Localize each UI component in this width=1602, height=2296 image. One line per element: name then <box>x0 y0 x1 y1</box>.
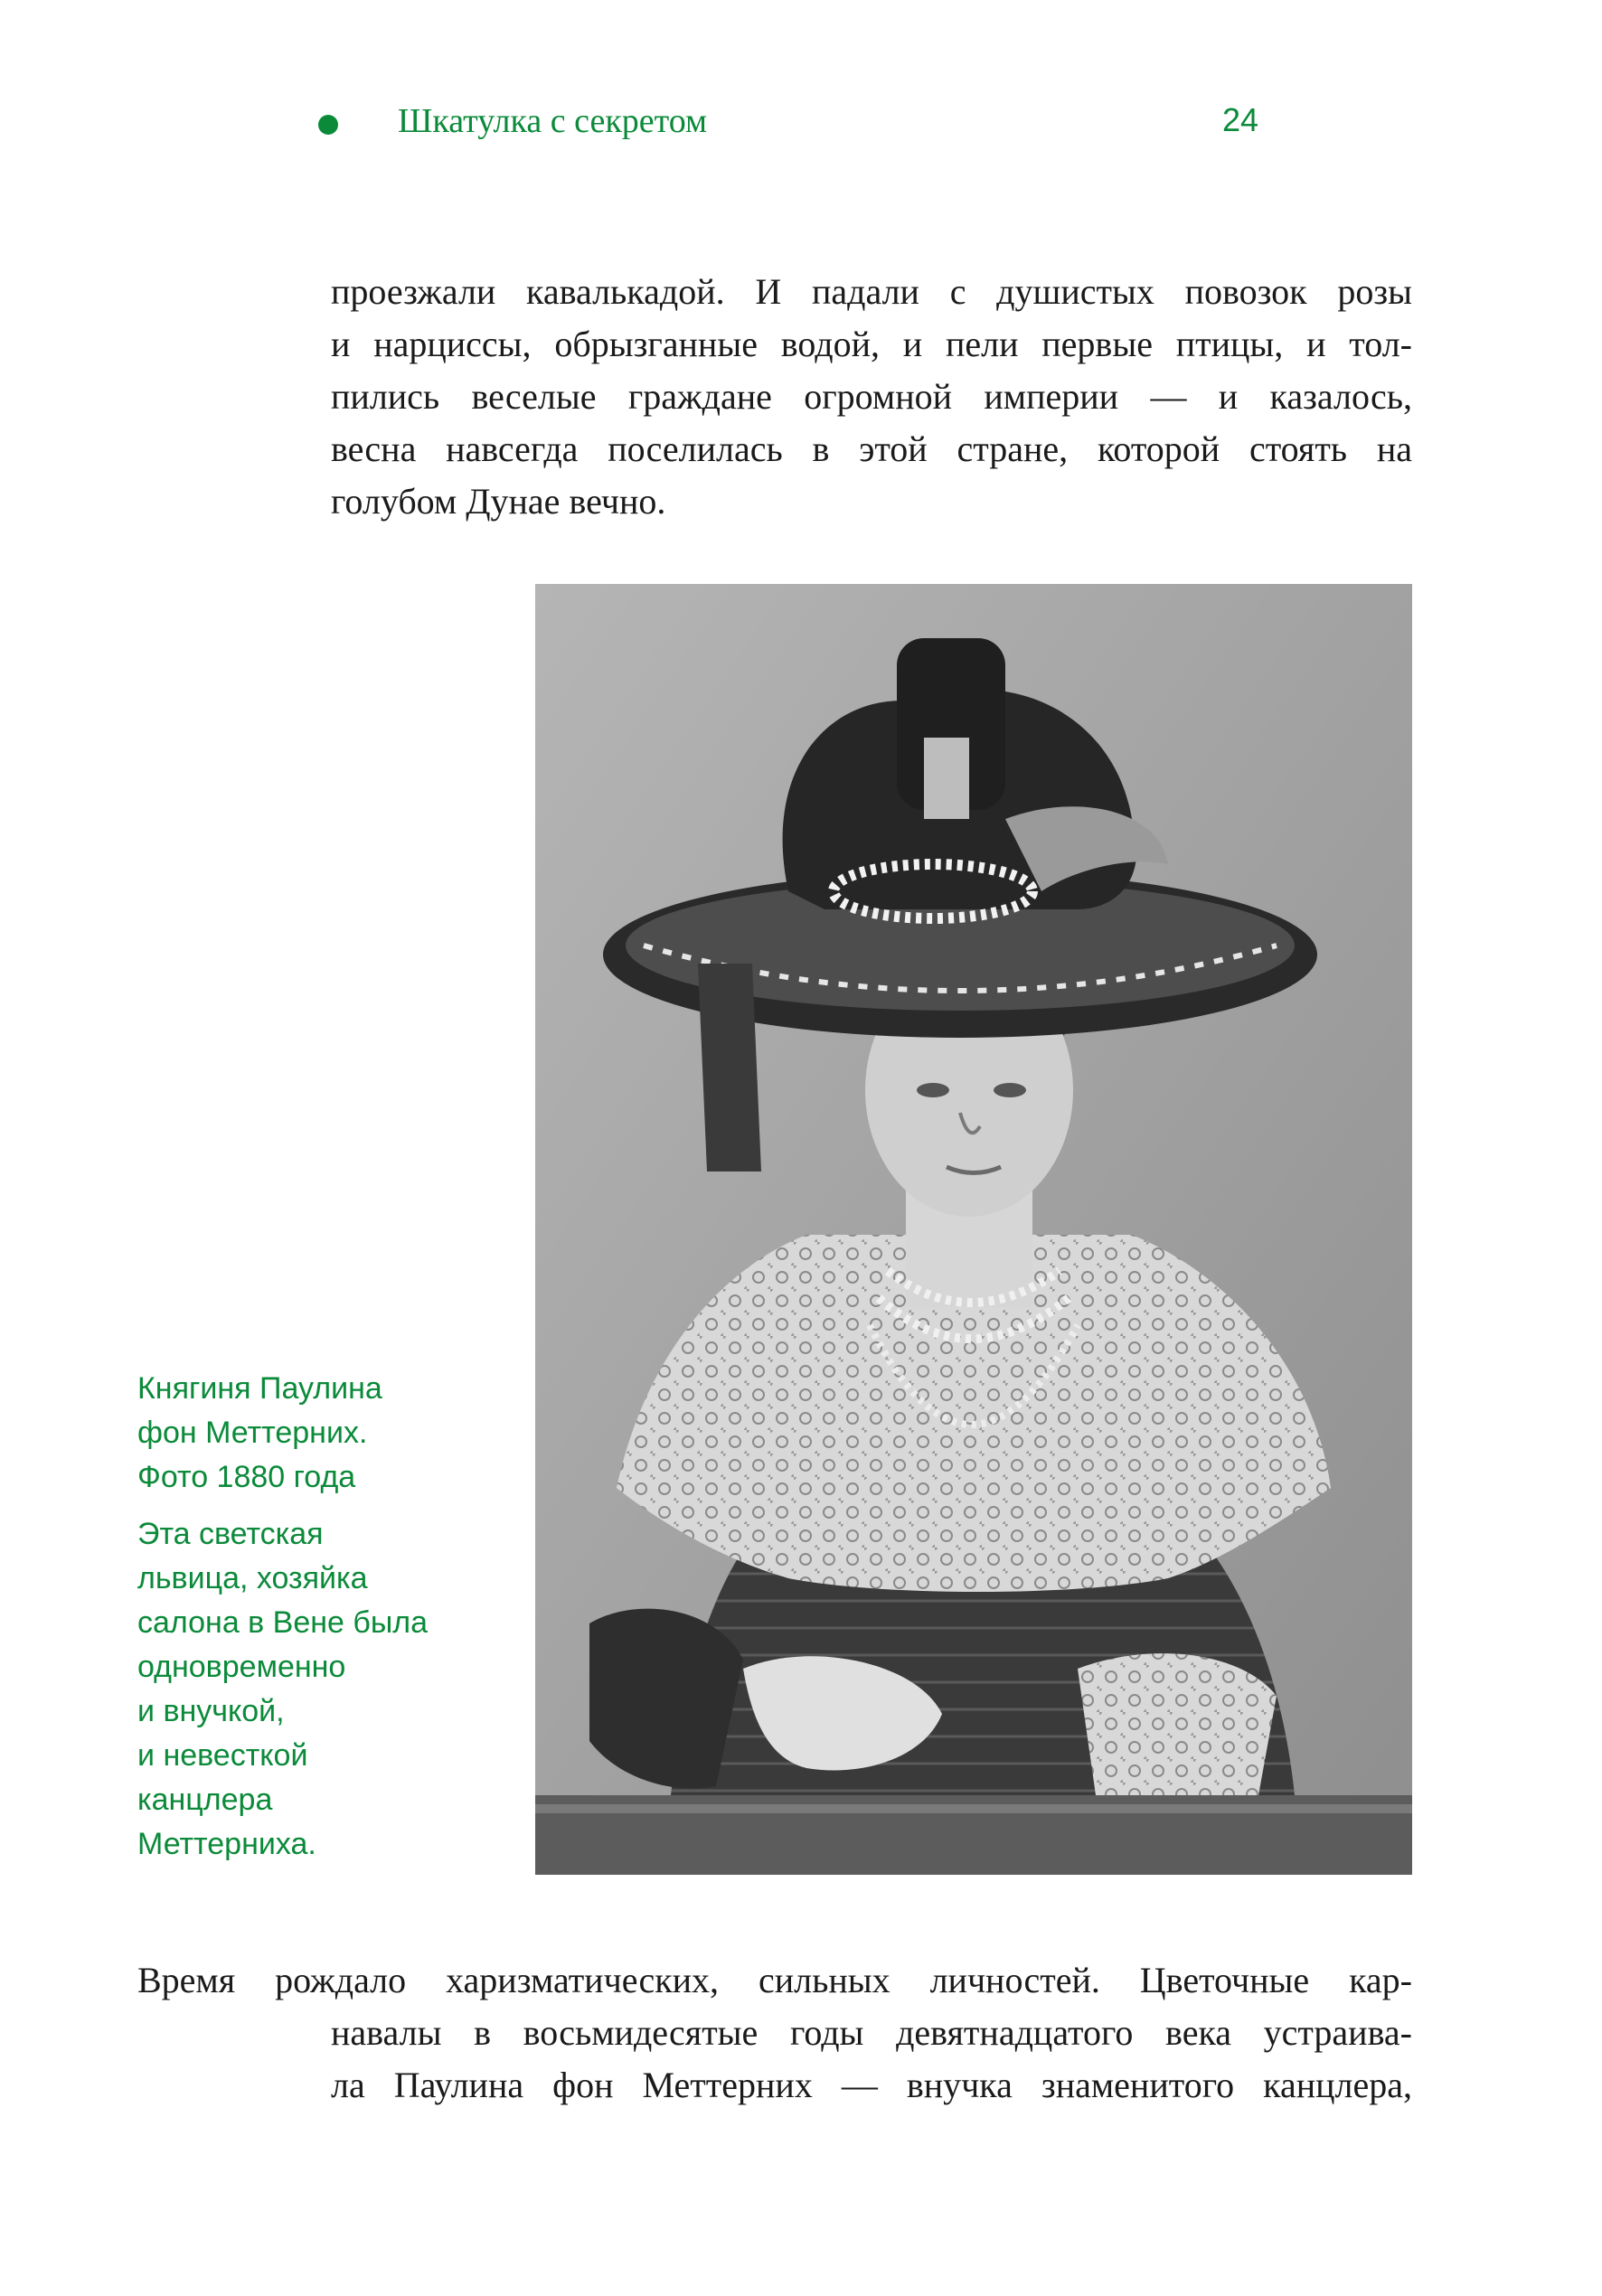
page-number: 24 <box>1222 101 1259 138</box>
text-line: и нарциссы, обрызганные водой, и пели первые птицы, и тол- <box>331 324 1412 364</box>
caption-description-line: одновременно <box>137 1650 346 1684</box>
caption-description-line: и внучкой, <box>137 1694 285 1728</box>
portrait-photo <box>535 584 1412 1875</box>
caption-title-line: Фото 1880 года <box>137 1460 356 1494</box>
caption-title-line: Княгиня Паулина <box>137 1371 382 1406</box>
text-line: весна навсегда поселилась в этой стране, которой стоять на <box>331 428 1412 469</box>
text-line: пились веселые граждане огромной империи — и казалось, <box>331 376 1412 417</box>
caption-title-line: фон Меттерних. <box>137 1416 368 1450</box>
caption-description-line: львица, хозяйка <box>137 1561 368 1595</box>
photo-caption <box>137 1367 499 1867</box>
caption-description-line: канцлера <box>137 1783 273 1817</box>
text-line: ла Паулина фон Меттерних — внучка знаменитого канцлера, <box>331 2065 1412 2105</box>
paragraph-bottom <box>137 1954 1412 2112</box>
caption-description-line: Меттерниха. <box>137 1827 316 1861</box>
text-line: проезжали кавалькадой. И падали с душистых повозок розы <box>331 271 1412 312</box>
paragraph-top <box>331 266 1412 528</box>
caption-description-line: салона в Вене была <box>137 1605 429 1640</box>
header-bullet-icon <box>318 115 338 135</box>
text-line: голубом Дунае вечно. <box>331 481 666 522</box>
caption-description-line: Эта светская <box>137 1517 324 1551</box>
text-line: навалы в восьмидесятые годы девятнадцатого века устраива- <box>331 2012 1412 2053</box>
text-line: Время рождало харизматических, сильных личностей. Цветочные кар- <box>137 1960 1412 2000</box>
caption-description <box>137 1512 499 1867</box>
running-title: Шкатулка с секретом <box>398 102 708 140</box>
caption-description-line: и невесткой <box>137 1738 308 1773</box>
